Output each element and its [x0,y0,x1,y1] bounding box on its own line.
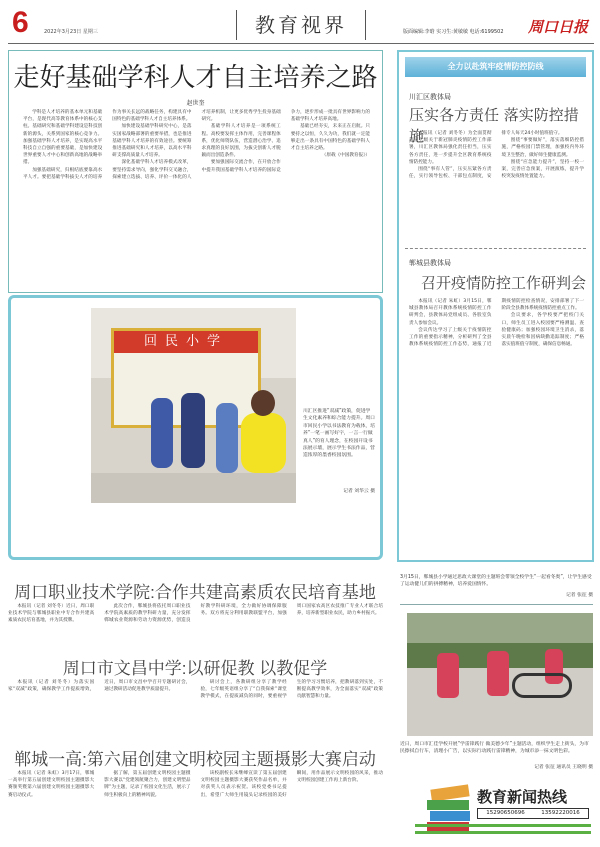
article-body [8,603,383,637]
paragraph: 基础已经夯实，未来正在启航。只要持之以恒，久久为功，我们就一定能够走出一条具有中国特色的基础学科人才自主培养之路。 [290,124,370,152]
paragraph: 围绕“事有人管”，压实压紧各方责任，实行领导包校、干部包点制度，安排专人每天24小时值班值守。 [409,131,563,180]
header-rule [8,43,594,44]
hotline-phone: 13592220016 [541,810,580,816]
editors-info: 版面编辑:李晗 实习生:黄敏敏 电话:6199502 [403,29,504,35]
paragraph: 本报讯（记者 刘冬冬）为落实国家“双减”政策，确保教学工作提质增效，近日，周口市文昌中学召开专题研讨会，通过教研活动促进教学质量提升。 [8,680,191,693]
paragraph: 围绕“事要做好”，落实落细防控措施，严格校园门禁管理，加强校内外环境卫生整治，做好师生健康监测。 [501,138,584,158]
paragraph: 据了解，第五届创建文明校园主题摄影大赛以“党建领航聚合力，创建文明塑品牌”为主题，记录了校园文化生活，展示了师生积极向上的精神风貌。 [104,771,191,798]
paragraph: 此次合作，郸城县将依托周口职业技术学院高素质的教学科研力量，充分发挥郸城农业资源和劳动力资源优势，创造良好教学科研环境，全力做好协调保障服务。双方将充分利用职教联盟平台，加强周口国家农高区农技推广专业人才联合培养，培养新型职业农民，助力乡村振兴。 [104,604,383,624]
news-hotline [415,782,593,842]
paragraph: 围绕“应急能力提升”，坚持一校一案，完善应急预案，开展演练，提升学校突发疫情处置能力。 [501,159,584,180]
article-subhead: 郸城县教体局 [409,259,451,267]
article-body [409,298,584,556]
article-body [409,130,584,242]
headline-photo-contest: 郸城一高:第六届创建文明校园主题摄影大赛启动 [14,750,376,769]
hotline-title: 教育新闻热线 [477,788,568,806]
article-subhead: 川汇区教体局 [409,93,451,101]
article-byline: 赵世奎 [186,100,205,107]
school-photo [91,308,296,503]
prevention-banner: 全力以赴筑牢疫情防控防线 [405,57,586,77]
headline-wenchang-school: 周口市文昌中学:以研促教 以教促学 [62,659,328,678]
divider [400,604,593,605]
section-title: 教育视界 [236,10,366,40]
paragraph: 本报讯（记者 刘冬冬）近日，周口职业技术学院与郸城县职业中专合作共建高素质农民培育基地，并为其授牌。 [8,604,95,624]
issue-date: 2022年3月23日 星期三 [44,29,98,35]
books-icon [427,787,472,837]
main-article [8,50,383,293]
photo-credit: 记者 张征 通讯员 王晓明 摄 [534,765,593,770]
photo-credit: 记者 刘华云 摄 [343,489,375,494]
paragraph: 该校副校长朱继峰宣读了第五届创建文明校园主题摄影大赛获奖作品名单，并对获奖人员表示祝贺。该校党委书记提出，希望广大师生用镜头记录校园的美好瞬间，用作品展示文明校园的风采，推动文明校园创建工作再上新台阶。 [200,771,383,798]
photo-panel [8,295,383,560]
newspaper-logo: 周口日报 [528,18,589,36]
hotline-phone: 15290650696 [486,810,525,816]
paragraph: 加快建设基础学科研究中心，是落实国家战略部署的重要举措，也是推进基础学科人才培养的有效途径。要统筹推进基础研究和人才培养，以高水平科研支撑高质量人才培养。 [112,124,192,159]
article-headline: 召开疫情防控工作研判会 [421,274,587,292]
photo-caption: 近日，周口市汇佳学校开展“学雷锋践行 做美德少年”主题活动，组织学生走上街头，为市民擦拭自行车，清理小广告，以实际行动践行雷锋精神，为城市添一抹文明色彩。 [400,742,589,755]
paragraph: 本报讯（记者 刘冬冬）为全面贯彻落实上级关于新冠肺炎疫情防控工作部署，川汇区教体局强化责任担当，压实各方责任，进一步提升全区教育系统疫情防控能力。 [409,131,492,165]
paragraph: 学科是人才培养的基本单元和基础平台，是现代高等教育体系中的核心支柱。基础研究和基础学科建设是科技创新的源头，关系到国家的核心竞争力。加强基础学科人才培养，是实现高水平科技自立自强的重要基础，是加快建设世界重要人才中心和创新高地的战略举措。 [23,110,103,166]
paragraph: 会议要求，各学校要严把校门关口，师生员工进入校园要严格测温、查验健康码；加强校园环境卫生消杀，落实晨午晚检和因病缺勤追踪制度；严格落实值班值守制度，确保信息畅通。 [501,313,584,348]
divider [405,248,586,249]
paragraph: 会议传达学习了上级关于疫情防控工作的重要指示精神，分析研判了全县教体系统疫情防控工作态势，通报了近期疫情防控检查情况，安排部署了下一阶段全县教体系统疫情防控重点工作。 [409,299,584,348]
article-headline: 压实各方责任 落实防控措施 [409,106,579,145]
headline-vocational-college: 周口职业技术学院:合作共建高素质农民培育基地 [14,583,376,602]
paragraph: 研讨会上，各教研组分享了教学经验，七年级英语组分享了“自我探索”课堂教学模式，在提质减负的同时，要重视学生的学习习惯培养，把教研落到实处，不断提高教学效率，为全面落实“双减”政策贡献智慧和力量。 [200,680,383,700]
board-text: 回民小学 [114,331,258,353]
paragraph: 本报讯（记者 朱虹）3月15日，郸城县教体局召开教体系统疫情防控工作研判会，县教体局党组成员、各股室负责人参加会议。 [409,299,492,326]
page-number: 6 [12,6,29,39]
paragraph: 加强基础研究，归根结底要靠高水平人才。要把基础学科拔尖人才的培养作为事关长远的战略任务，构建具有中国特色的基础学科人才自主培养体系。 [23,110,192,180]
article-body [8,679,383,735]
photo-caption: 川汇区推进“双减”政策，促进学生文化素养和综合能力提升。周口市回民小学以书法教育为载体，培养“一笔一画写好字，一言一行做真人”的育人理念，在校园开设书法展示墙，展示学生书法作品，营造浓厚的墨香校园氛围。 [303,409,375,459]
photo-caption: 3月15日，郸城县小学通过思政大课堂的主题班会带领全校学生“一起看冬奥”，让学生感受了运动健儿们的拼搏精神，培养爱国情怀。 [400,575,592,588]
paragraph: 基础学科人才培养是一项系统工程。高校要发挥主体作用，完善课程体系，优化师资队伍，营造潜心治学、追求真理的良好氛围，为拔尖创新人才脱颖而出创造条件。 [201,124,281,159]
paragraph: 本报讯（记者 朱虹）3月17日，郸城一高举行第五届创建文明校园主题摄影大赛颁奖暨第六届创建文明校园主题摄影大赛启动仪式。 [8,771,95,798]
paragraph: 要加强国际交流合作，在开放合作中提升我国基础学科人才培养的国际竞争力，逐步形成一批具有世界影响力的基础学科人才培养高地。 [201,110,370,173]
hotline-phones [477,808,589,819]
epidemic-prevention-box [397,50,594,562]
article-title: 走好基础学科人才自主培养之路 [13,63,378,93]
article-body [23,109,370,289]
volunteers-photo [407,613,593,736]
article-body [8,770,383,845]
photo-credit: 记者 张征 摄 [565,593,593,598]
article-source: （原载《中国教育报》） [321,153,370,159]
paragraph: 深化基础学科人才培养模式改革，要坚持需求导向，强化学科交叉融合，探索建立选拔、培养、评价一体化的人才培养机制，让更多优秀学生投身基础研究。 [112,110,281,180]
